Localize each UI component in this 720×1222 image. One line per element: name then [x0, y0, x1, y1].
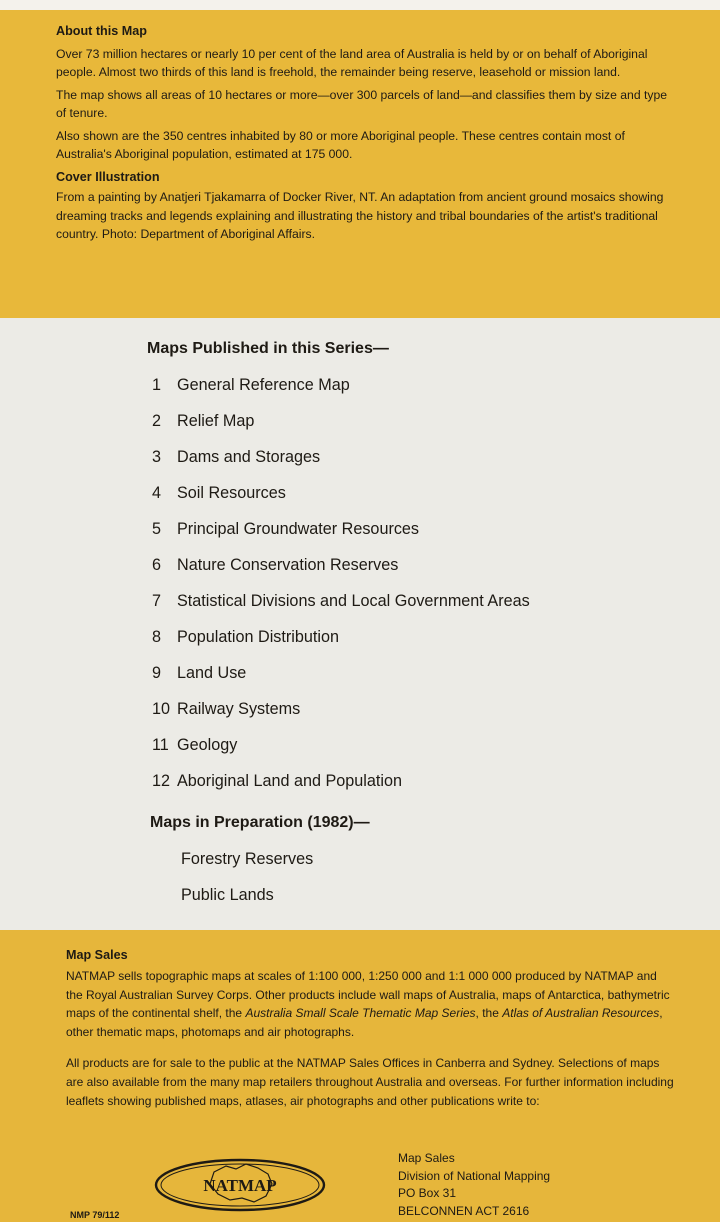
series-item [152, 660, 530, 696]
cover-text: From a painting by Anatjeri Tjakamarra of Docker River, NT. An adaptation from ancient ground mosaics showing dreaming tracks and legends explaining and illustrating the history and tribal boundaries of the artist's traditional country. Photo: Department of Aboriginal Affairs. [56, 190, 664, 241]
about-heading: About this Map [56, 24, 147, 38]
series-item [152, 768, 530, 804]
sales-paragraph-1 [66, 967, 676, 1042]
sales-text-c: , other thematic maps, photomaps and air photographs. [66, 1006, 663, 1040]
series-item [152, 372, 530, 408]
series-item-label: Nature Conservation Reserves [177, 556, 399, 574]
series-item-number: 10 [152, 700, 171, 718]
series-item-label: Principal Groundwater Resources [177, 520, 420, 538]
series-item-number: 7 [152, 592, 162, 610]
series-item-number: 6 [152, 556, 162, 574]
sales-heading: Map Sales [66, 948, 128, 962]
series-item-number: 2 [152, 412, 162, 430]
natmap-logo [154, 1158, 326, 1212]
series-item-label: Dams and Storages [177, 448, 321, 466]
preparation-list [181, 846, 313, 918]
address-line: Map Sales [398, 1151, 455, 1165]
about-block [56, 22, 676, 244]
preparation-item: Forestry Reserves [181, 850, 314, 868]
catalogue-number: NMP 79/112 [70, 1210, 120, 1220]
preparation-heading: Maps in Preparation (1982)— [150, 814, 370, 831]
sales-text-a: NATMAP sells topographic maps at scales of 1:100 000, 1:250 000 and 1:1 000 000 produced by NATMAP and the Royal Australian Survey Corps. Other products include wall maps of Australia, maps of Antarctica, bathymetric maps of the continental shelf, the [66, 968, 670, 1021]
series-item-label: Relief Map [177, 412, 255, 430]
series-item [152, 408, 530, 444]
series-item-label: Land Use [177, 664, 247, 682]
sales-atlas-title: Atlas of Australian Resources [502, 1006, 660, 1021]
series-item-label: Geology [177, 736, 238, 754]
series-item-number: 11 [152, 736, 169, 754]
series-item-number: 5 [152, 520, 162, 538]
series-item-number: 12 [152, 772, 171, 790]
series-item-number: 8 [152, 628, 162, 646]
series-item-label: Population Distribution [177, 628, 339, 646]
sales-text-b: , the [475, 1006, 503, 1021]
series-item [152, 624, 530, 660]
preparation-item: Public Lands [181, 886, 274, 904]
sales-block [66, 946, 676, 1110]
address-line: PO Box 31 [398, 1186, 457, 1200]
series-item-label: General Reference Map [177, 376, 350, 394]
address-line: BELCONNEN ACT 2616 [398, 1203, 530, 1218]
series-item [152, 516, 530, 552]
postal-address [398, 1150, 550, 1220]
series-heading: Maps Published in this Series— [147, 340, 389, 357]
cover-heading: Cover Illustration [56, 169, 160, 184]
sales-series-title: Australia Small Scale Thematic Map Series [245, 1006, 476, 1021]
series-item [152, 480, 530, 516]
series-item [152, 588, 530, 624]
series-item-label: Statistical Divisions and Local Government Areas [177, 592, 530, 610]
series-item [152, 696, 530, 732]
address-line: Division of National Mapping [398, 1168, 551, 1183]
series-item-label: Railway Systems [177, 700, 301, 718]
series-list [152, 372, 530, 804]
logo-text: NATMAP [203, 1176, 277, 1195]
series-item-number: 9 [152, 664, 162, 682]
about-paragraph-3: Also shown are the 350 centres inhabited by 80 or more Aboriginal people. These centres contain most of Australia's Aboriginal population, estimated at 175 000. [56, 128, 625, 161]
series-item [152, 732, 530, 768]
about-paragraph-1: Over 73 million hectares or nearly 10 per cent of the land area of Australia is held by or on behalf of Aboriginal people. Almost two thirds of this land is freehold, the remainder being reserve, leasehold or mission land. [56, 46, 648, 79]
series-item-label: Aboriginal Land and Population [177, 772, 403, 790]
about-paragraph-2: The map shows all areas of 10 hectares or more—over 300 parcels of land—and classifies them by size and type of tenure. [56, 87, 668, 120]
series-item-number: 3 [152, 448, 162, 466]
series-item [152, 444, 530, 480]
series-item [152, 552, 530, 588]
series-item-label: Soil Resources [177, 484, 286, 502]
series-item-number: 4 [152, 484, 162, 502]
series-item-number: 1 [152, 376, 162, 394]
sales-paragraph-2: All products are for sale to the public at the NATMAP Sales Offices in Canberra and Sydney. Selections of maps are also available from the many map retailers throughout Australia and overseas. For further information including leaflets showing published maps, atlases, air photographs and other publications write to: [66, 1055, 674, 1108]
